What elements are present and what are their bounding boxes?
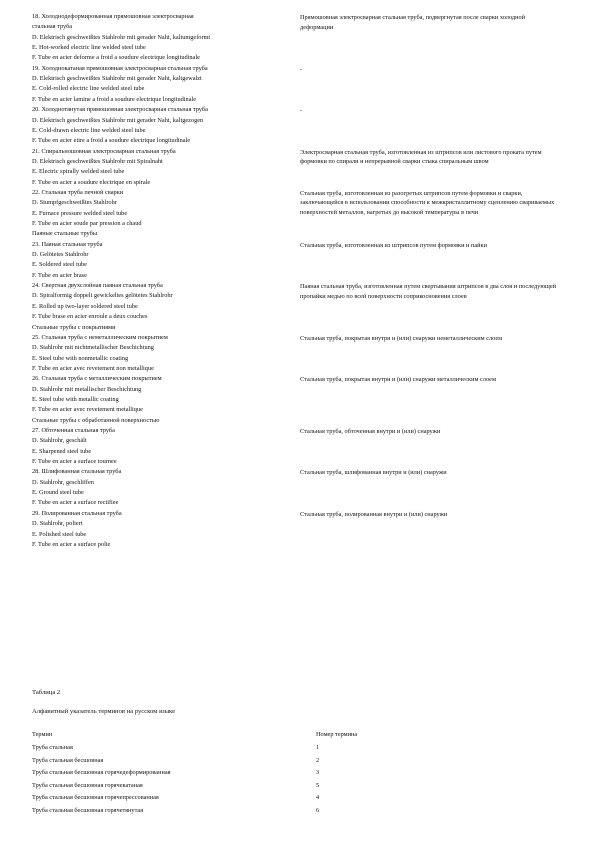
term-equivalent: F. Tube en acier a surface polie	[32, 540, 111, 548]
table-title: Алфавитный указатель терминов на русском языке	[32, 708, 176, 715]
term-equivalent: E. Electric spirally welded steel tube	[32, 168, 125, 176]
term-equivalent: E. Cold-drawn electric line welded steel tube	[32, 126, 146, 134]
index-term: Труба стальная	[32, 744, 73, 751]
term-equivalent: E. Steel tube with nonmetallic coating	[32, 354, 129, 362]
term-equivalent: D. Stahlrohr, geschliffen	[32, 478, 94, 486]
index-term-number: 1	[316, 744, 320, 751]
term-equivalent: стальная труба	[32, 23, 73, 31]
term-equivalent: D. Stahlrohr, poliert	[32, 520, 83, 528]
term-equivalent: E. Sharpened steel tube	[32, 447, 92, 455]
term-equivalent: D. Stahlrohr mit metallischer Beschichtung	[32, 385, 142, 393]
term-equivalent: F. Tube en acier a surface rectifiee	[32, 499, 119, 507]
term-equivalent: E. Polished steel tube	[32, 530, 87, 538]
term-definition: Стальная труба, покрытая внутри и (или) снаружи неметаллическим слоем	[300, 334, 503, 342]
term-equivalent: D. Elektrisch geschweißtes Stahlrohr mit Spiralnaht	[32, 157, 163, 165]
term-equivalent: F. Tube en acier lamine a froid a soudure electrique longitudinale	[32, 95, 197, 103]
index-term: Труба стальная бесшовная горячекатаная	[32, 781, 143, 789]
index-term-number: 3	[316, 769, 320, 776]
term-equivalent: F. Tube en acier brase	[32, 271, 87, 279]
section-subheading: Стальные трубы с покрытиями	[32, 323, 116, 331]
index-term-number: 5	[316, 781, 320, 789]
term-equivalent: E. Steel tube with metallic coating	[32, 395, 119, 403]
term-definition: Стальная труба, полированная внутри и (или) снаружи	[300, 510, 448, 518]
term-equivalent: D. Elektrisch geschweißtes Stahlrohr mit gerader Naht, kaltumgeformt	[32, 33, 211, 41]
section-subheading: Стальные трубы с обработанной поверхностью	[32, 416, 160, 424]
term-definition: -	[300, 107, 303, 115]
term-title: 29. Полированная стальная труба	[32, 509, 122, 517]
index-term-number: 4	[316, 794, 320, 801]
term-title: 27. Обточенная стальная труба	[32, 427, 115, 434]
index-term-number: 6	[316, 806, 320, 814]
term-equivalent: D. Elektrisch geschweißtes Stahlrohr mit gerader Naht, kaltgezogen	[32, 116, 204, 124]
term-equivalent: D. Gelötetes Stahlrohr	[32, 251, 89, 259]
term-equivalent: F. Tube brase en acier enroule a deux couches	[32, 313, 148, 321]
index-table-row	[32, 781, 552, 791]
term-equivalent: D. Stahlrohr, geschält	[32, 437, 87, 445]
term-title: 21. Спиральношовная электросварная стальная труба	[32, 147, 176, 155]
index-table-row	[32, 743, 552, 753]
term-equivalent: F. Tube en acier a soudure electrique en spirale	[32, 178, 151, 186]
term-equivalent: D. Spiralformig doppelt gewickeltes gelötetes Stahlrohr	[32, 292, 173, 300]
index-term: Труба стальная бесшовная	[32, 756, 104, 764]
header-number: Номер термина	[316, 731, 358, 738]
term-equivalent: F. Tube en acier etire a froid a soudure electrique longitudinale	[32, 137, 191, 145]
term-title: 20. Холоднотянутая прямошовная электросварная стальная труба	[32, 106, 208, 114]
term-equivalent: E. Soldered steel tube	[32, 261, 87, 269]
term-title: 23. Паяная стальная труба	[32, 240, 103, 248]
term-equivalent: E. Hot-worked electric line welded steel tube	[32, 44, 146, 52]
term-definition: Стальная труба, покрытая внутри и (или) снаружи металлическим слоем	[300, 376, 496, 384]
index-table-header	[32, 730, 552, 740]
term-equivalent: E. Rolled up two-layer soldered steel tube	[32, 302, 138, 310]
term-definition: Прямошовная электросварная стальная труба, подвергнутая после сварки холодной деформации	[300, 14, 526, 31]
index-table-row	[32, 756, 552, 766]
term-definition: Стальная труба, изготовленная из разогретых штрипсов путем формовки и сварки, заключающейся в использовании способности к межкристаллитному сцеплению свариваемых поверхностей металлов, нагретых до высокой температуры в печи	[300, 189, 555, 216]
table-caption: Таблица 2	[32, 689, 61, 696]
term-equivalent: F. Tube en acier a surface tournee	[32, 458, 117, 466]
term-definition: Паяная стальная труба, изготовленная путем свертывания штрипсов в два слоя и последующей пропайки медью по всей поверхности соприкосновения слоев	[300, 283, 557, 300]
term-equivalent: F. Tube en acier deforme a froid a soudure electrique longitudinale	[32, 54, 200, 62]
term-title: 19. Холоднокатаная прямошовная электросварная стальная труба	[32, 64, 208, 72]
term-title: 28. Шлифованная стальная труба	[32, 468, 122, 476]
term-equivalent: D. Stahlrohr mit nichtmetallischer Beschichtung	[32, 344, 154, 352]
term-title: 22. Стальная труба печной сварки	[32, 188, 124, 196]
term-title: 26. Стальная труба с металлическим покрытием	[32, 375, 162, 383]
header-term: Термин	[32, 731, 53, 738]
term-equivalent: E. Ground steel tube	[32, 489, 84, 497]
index-table-row	[32, 806, 552, 816]
term-definition: Электросварная стальная труба, изготовленная из штрипсов или листового проката путем формовки по спирали и непрерывной сварки стыка спиральным швом	[300, 148, 542, 166]
term-title: 18. Холоднодеформированная прямошовная электросварная	[32, 13, 194, 20]
index-term: Труба стальная бесшовная горячедеформированная	[32, 769, 171, 776]
term-equivalent: F. Tube en acier avec revetement metallique	[32, 406, 143, 414]
term-definition: -	[300, 65, 303, 73]
term-equivalent: D. Elektrisch geschweißtes Stahlrohr mit gerader Naht, kaltgewalzt	[32, 75, 202, 83]
index-term: Труба стальная бесшовная горячепрессованная	[32, 794, 159, 801]
term-definition: Стальная труба, шлифованная внутри и (или) снаружи	[300, 469, 447, 477]
term-title: 24. Свертная двухслойная паяная стальная труба	[32, 282, 163, 290]
term-equivalent: E. Furnace pressure welded steel tube	[32, 209, 128, 217]
index-table-row	[32, 793, 552, 803]
term-equivalent: D. Stumpfgeschweißtes Stahlrohr	[32, 199, 117, 207]
term-definition: Стальная труба, обточенная внутри и (или) снаружи	[300, 428, 441, 435]
term-title: 25. Стальная труба с неметаллическим покрытием	[32, 333, 168, 341]
index-term: Труба стальная бесшовная горячетянутая	[32, 806, 144, 814]
term-equivalent: E. Cold-rolled electric line welded steel tube	[32, 85, 145, 93]
term-equivalent: F. Tube en acier avec revetement non metallique	[32, 364, 154, 372]
term-equivalent: F. Tube en acier soude par pression a chaud	[32, 220, 142, 227]
index-term-number: 2	[316, 756, 320, 764]
term-definition: Стальная труба, изготовленная из штрипсов путем формовки и пайки	[300, 241, 487, 249]
index-table-row	[32, 768, 552, 778]
section-subheading: Паяные стальные трубы	[32, 230, 98, 238]
